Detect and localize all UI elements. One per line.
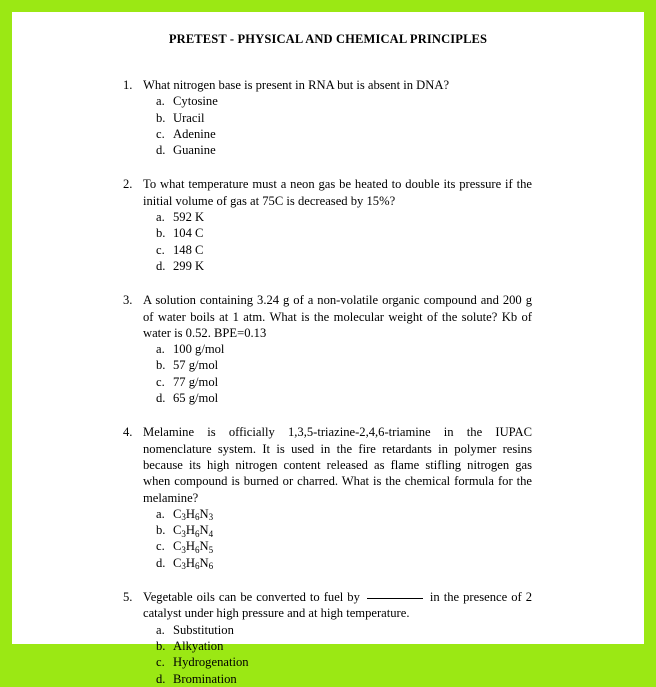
option-row[interactable] (156, 242, 532, 258)
option-row[interactable] (156, 638, 532, 654)
option-text: 65 g/mol (173, 391, 219, 406)
option-text: 299 K (173, 258, 205, 273)
option-list (123, 93, 532, 158)
option-text: Bromination (173, 671, 237, 686)
option-letter: b. (156, 358, 166, 373)
option-letter: a. (156, 210, 165, 225)
option-text: 100 g/mol (173, 342, 225, 357)
option-row[interactable] (156, 142, 532, 158)
option-text: 77 g/mol (173, 374, 219, 389)
option-row[interactable] (156, 555, 532, 571)
question-number: 1. (123, 78, 133, 92)
question-block (123, 176, 532, 274)
option-row[interactable] (156, 258, 532, 274)
option-letter: a. (156, 342, 165, 357)
option-letter: d. (156, 555, 166, 570)
option-letter: c. (156, 374, 165, 389)
option-list (123, 506, 532, 571)
option-row[interactable] (156, 225, 532, 241)
question-text: A solution containing 3.24 g of a non-volatile organic compound and 200 g of water boils at 1 atm. What is the molecular weight of the solute? Kb of water is 0.52. BPE=0.13 (143, 293, 532, 340)
option-text: 592 K (173, 210, 205, 225)
question-block (123, 589, 532, 687)
option-text: $C_3H_6N_5$ (173, 539, 214, 555)
option-letter: c. (156, 126, 165, 141)
option-row[interactable] (156, 93, 532, 109)
question-row (123, 176, 532, 209)
question-number: 4. (123, 425, 133, 440)
question-block (123, 77, 532, 158)
option-letter: c. (156, 655, 165, 670)
option-text: 57 g/mol (173, 358, 219, 373)
option-text: Uracil (173, 110, 205, 125)
option-text: 104 C (173, 226, 204, 241)
page-title: PRETEST - PHYSICAL AND CHEMICAL PRINCIPLES (168, 32, 488, 46)
option-list (123, 622, 532, 687)
option-letter: c. (156, 539, 165, 554)
question-text: Vegetable oils can be converted to fuel by in the presence of 2 catalyst under high pressure and at high temperature. (143, 590, 532, 621)
option-row[interactable] (156, 390, 532, 406)
option-letter: a. (156, 506, 165, 521)
option-text: Alkyation (173, 638, 224, 653)
option-letter: d. (156, 391, 166, 406)
option-text: Guanine (173, 143, 216, 158)
option-letter: b. (156, 110, 166, 125)
question-number: 5. (123, 590, 133, 605)
option-row[interactable] (156, 209, 532, 225)
option-row[interactable] (156, 110, 532, 126)
option-text: Hydrogenation (173, 655, 249, 670)
question-text: To what temperature must a neon gas be heated to double its pressure if the initial volume of gas at 75C is decreased by 15%? (143, 177, 532, 208)
option-letter: b. (156, 523, 166, 538)
option-row[interactable] (156, 357, 532, 373)
option-text: Cytosine (173, 94, 218, 109)
question-row (123, 424, 532, 505)
option-row[interactable] (156, 622, 532, 638)
question-row (123, 77, 532, 93)
option-letter: d. (156, 143, 166, 158)
option-text: $C_3H_6N_6$ (173, 555, 214, 572)
option-text: Adenine (173, 126, 216, 141)
option-letter: c. (156, 242, 165, 257)
question-number: 3. (123, 293, 133, 308)
option-letter: a. (156, 94, 165, 109)
option-letter: b. (156, 226, 166, 241)
option-text: Substitution (173, 622, 234, 637)
option-row[interactable] (156, 126, 532, 142)
question-block (123, 424, 532, 571)
question-text: Melamine is officially 1,3,5-triazine-2,4,6-triamine in the IUPAC nomenclature system. It is used in the fire retardants in polymer resins because its high nitrogen content released as flame stifling nitrogen gas when compound is burned or charred. What is the chemical formula for the melamine? (143, 425, 532, 505)
question-block (123, 292, 532, 406)
option-text: 148 C (173, 242, 204, 257)
option-row[interactable] (156, 506, 532, 522)
document-page (12, 12, 644, 686)
option-row[interactable] (156, 654, 532, 670)
question-list (12, 77, 644, 687)
fill-in-blank (367, 598, 423, 599)
question-number: 2. (123, 177, 133, 192)
option-list (123, 341, 532, 406)
option-text: $C_3H_6N_4$ (173, 523, 214, 539)
option-row[interactable] (156, 374, 532, 390)
question-row (123, 292, 532, 341)
option-text: $C_3H_6N_3$ (173, 506, 214, 523)
option-list (123, 209, 532, 274)
option-row[interactable] (156, 538, 532, 554)
option-letter: b. (156, 638, 166, 653)
option-row[interactable] (156, 341, 532, 357)
option-letter: d. (156, 671, 166, 686)
option-row[interactable] (156, 671, 532, 687)
question-text: What nitrogen base is present in RNA but is absent in DNA? (143, 78, 450, 92)
option-letter: d. (156, 258, 166, 273)
option-letter: a. (156, 622, 165, 637)
option-row[interactable] (156, 522, 532, 538)
question-row (123, 589, 532, 622)
